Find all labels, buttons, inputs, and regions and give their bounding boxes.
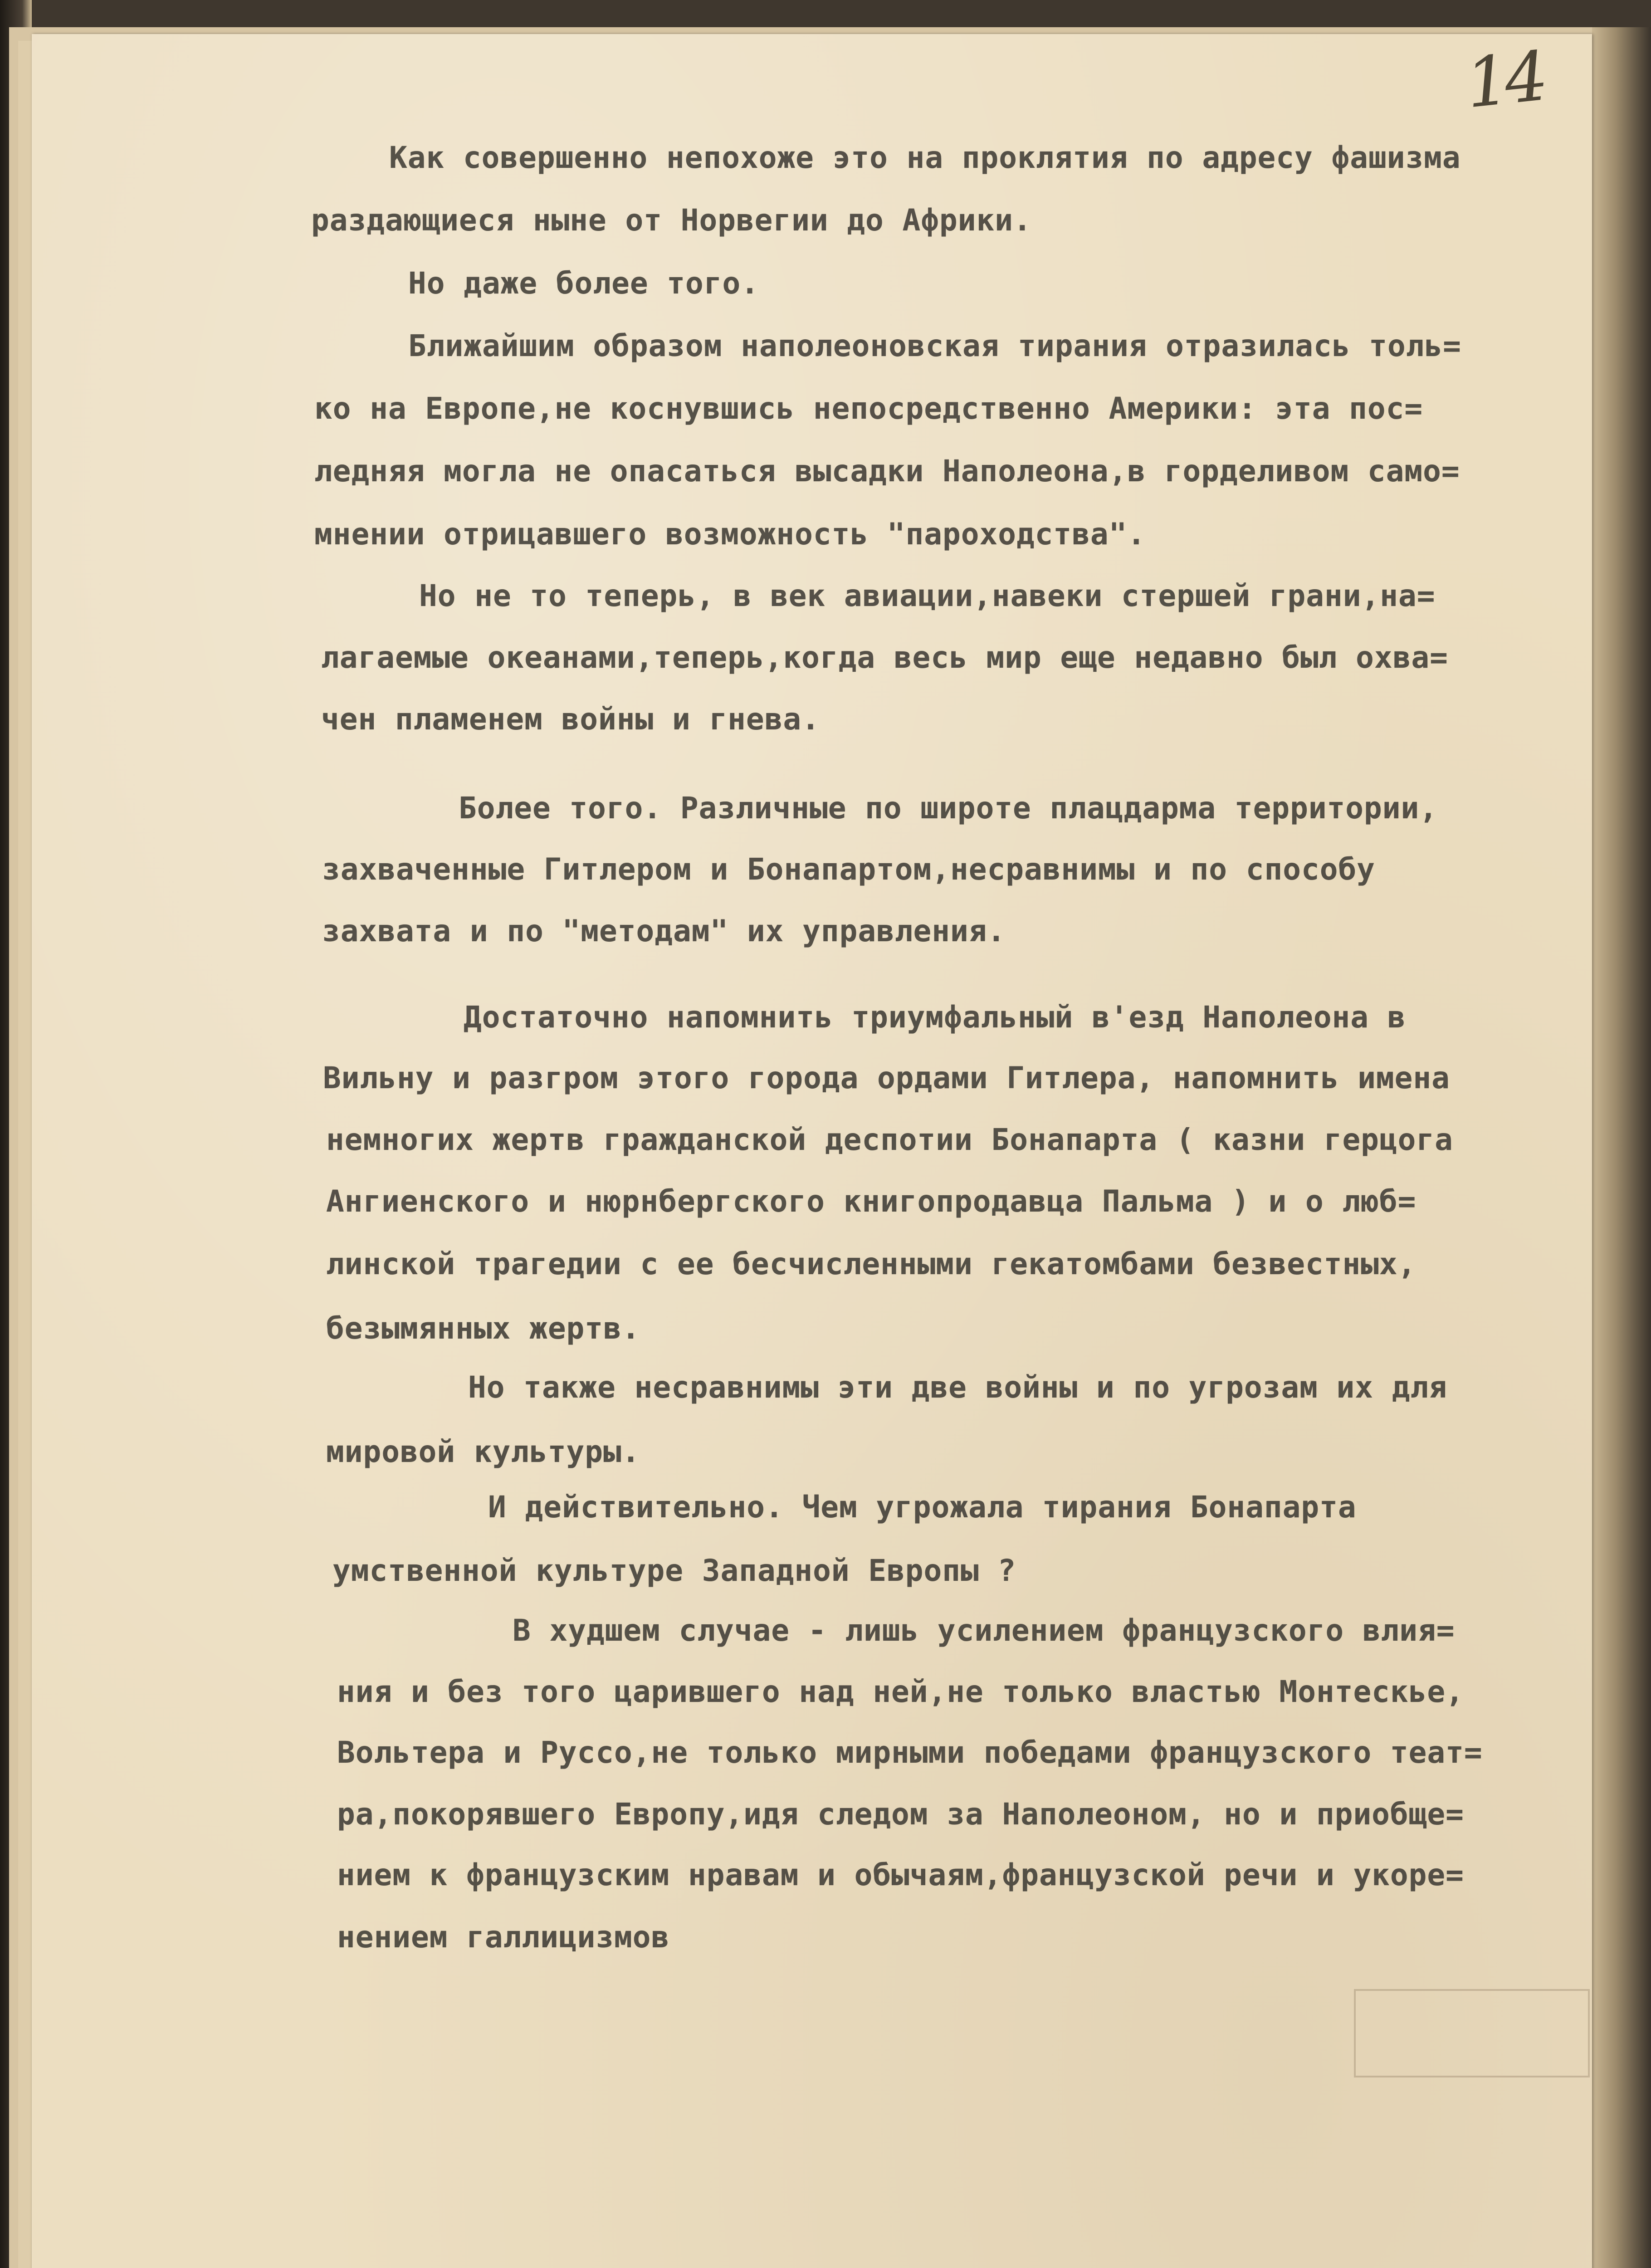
folio-number: 14 xyxy=(1462,37,1548,124)
text-line: ледняя могла не опасаться высадки Наполеона,в горделивом само= xyxy=(314,454,1460,489)
text-line: мнении отрицавшего возможность "пароходства". xyxy=(314,517,1146,552)
text-line: раздающиеся ныне от Норвегии до Африки. xyxy=(311,203,1032,238)
text-line: Но даже более того. xyxy=(408,266,759,301)
text-line: Более того. Различные по широте плацдарма территории, xyxy=(459,791,1438,826)
text-line: И действительно. Чем угрожала тирания Бонапарта xyxy=(488,1490,1357,1525)
text-line: линской трагедии с ее бесчисленными гекатомбами безвестных, xyxy=(326,1246,1417,1281)
text-line: мировой культуры. xyxy=(326,1434,640,1469)
text-line: нием к французским нравам и обычаям,французской речи и укоре= xyxy=(337,1857,1464,1892)
text-line: Ближайшим образом наполеоновская тирания отразилась толь= xyxy=(408,328,1461,363)
text-line: лагаемые океанами,теперь,когда весь мир еще недавно был охва= xyxy=(321,640,1448,675)
text-line: чен пламенем войны и гнева. xyxy=(321,702,820,737)
text-line: Достаточно напомнить триумфальный в'езд Наполеона в xyxy=(464,1000,1406,1035)
text-line: Ангиенского и нюрнбергского книгопродавца Пальма ) и о люб= xyxy=(326,1184,1417,1219)
text-line: ра,покорявшего Европу,идя следом за Наполеоном, но и приобще= xyxy=(337,1797,1464,1832)
text-line: Вильну и разгром этого города ордами Гитлера, напомнить имена xyxy=(323,1061,1450,1095)
text-line: ния и без того царившего над ней,не только властью Монтескье, xyxy=(337,1674,1464,1709)
text-line: Но не то теперь, в век авиации,навеки стершей грани,на= xyxy=(419,578,1436,613)
text-line: Вольтера и Руссо,не только мирными победами французского теат= xyxy=(337,1735,1483,1770)
text-line: Как совершенно непохоже это на проклятия по адресу фашизма xyxy=(389,140,1461,175)
text-line: безымянных жертв. xyxy=(326,1311,640,1346)
text-line: Но также несравнимы эти две войны и по угрозам их для xyxy=(468,1370,1447,1405)
text-line: умственной культуре Западной Европы ? xyxy=(332,1553,1016,1588)
text-line: немногих жертв гражданской деспотии Бонапарта ( казни герцога xyxy=(326,1122,1453,1157)
text-line: ко на Европе,не коснувшись непосредственно Америки: эта пос= xyxy=(314,391,1423,426)
text-line: В худшем случае - лишь усилением французского влия= xyxy=(513,1613,1455,1648)
text-line: нением галлицизмов xyxy=(337,1920,670,1955)
text-line: захвата и по "методам" их управления. xyxy=(322,914,1006,948)
text-line: захваченные Гитлером и Бонапартом,несравнимы и по способу xyxy=(322,852,1375,887)
